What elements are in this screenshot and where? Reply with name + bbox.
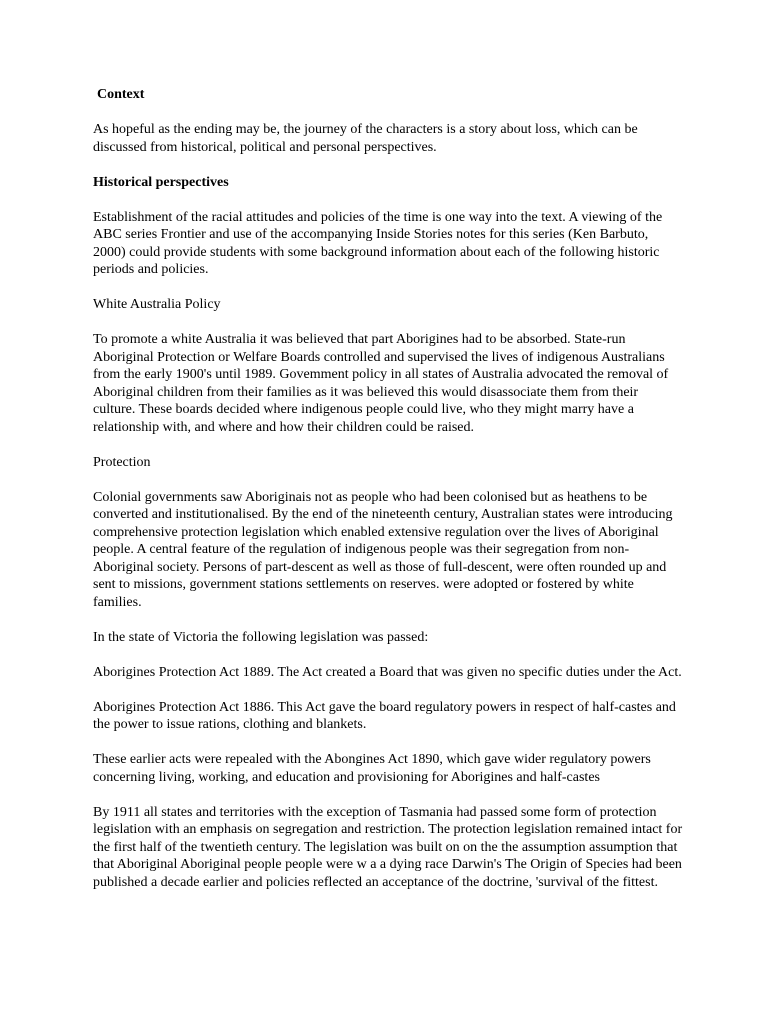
intro-paragraph: As hopeful as the ending may be, the journey of the characters is a story about loss, which can be discussed from historical, political and personal perspectives.	[93, 122, 638, 155]
document-page	[93, 86, 683, 909]
protection-paragraph: Colonial governments saw Aboriginais not as people who had been colonised but as heathens to be converted and institutionalised. By the end of the nineteenth century, Australian states were introducing comprehensive protection legislation which enabled extensive regulation over the lives of Aboriginal people. A central feature of the regulation of indigenous people was their segregation from non-Aboriginal society. Persons of part-descent as well as those of full-descent, were often rounded up and sent to missions, government stations settlements on reserves. were adopted or fostered by white families.	[93, 489, 673, 610]
context-heading: Context	[97, 87, 145, 102]
act-1889-paragraph: Aborigines Protection Act 1889. The Act created a Board that was given no specific duties under the Act.	[93, 664, 682, 680]
victoria-legislation-intro: In the state of Victoria the following legislation was passed:	[93, 629, 429, 645]
protection-subheading: Protection	[93, 454, 151, 470]
white-australia-paragraph: To promote a white Australia it was believed that part Aborigines had to be absorbed. State-run Aboriginal Protection or Welfare Boards controlled and supervised the lives of indigenous Australians from the early 1900's until 1989. Govemment policy in all states of Australia advocated the removal of Aboriginal children from their families as it was believed this would disassociate them from their culture. These boards decided where indigenous people could live, who they might marry have a relationship with, and where and how their children could be raised.	[93, 332, 669, 435]
white-australia-policy-subheading: White Australia Policy	[93, 297, 221, 312]
act-1886-paragraph: Aborigines Protection Act 1886. This Act gave the board regulatory powers in respect of half-castes and the power to issue rations, clothing and blankets.	[93, 699, 676, 732]
legislation-1911-paragraph: By 1911 all states and territories with the exception of Tasmania had passed some form of protection legislation with an emphasis on segregation and restriction. The protection legislation remained intact for the first half of the twentieth century. The legislation was built on on the the assumption assumption that that Aboriginal Aboriginal people people were w a a dying race Darwin's The Origin of Species had been published a decade earlier and policies reflected an acceptance of the doctrine, 'survival of the fittest.	[93, 804, 683, 890]
historical-perspectives-heading: Historical perspectives	[93, 174, 229, 190]
act-1890-paragraph: These earlier acts were repealed with the Abongines Act 1890, which gave wider regulatory powers concerning living, working, and education and provisioning for Aborigines and half-castes	[93, 752, 651, 785]
establishment-paragraph: Establishment of the racial attitudes and policies of the time is one way into the text. A viewing of the ABC series Frontier and use of the accompanying Inside Stories notes for this series (Ken Barbuto, 2000) could provide students with some background information about each of the following historic periods and policies.	[93, 209, 663, 277]
